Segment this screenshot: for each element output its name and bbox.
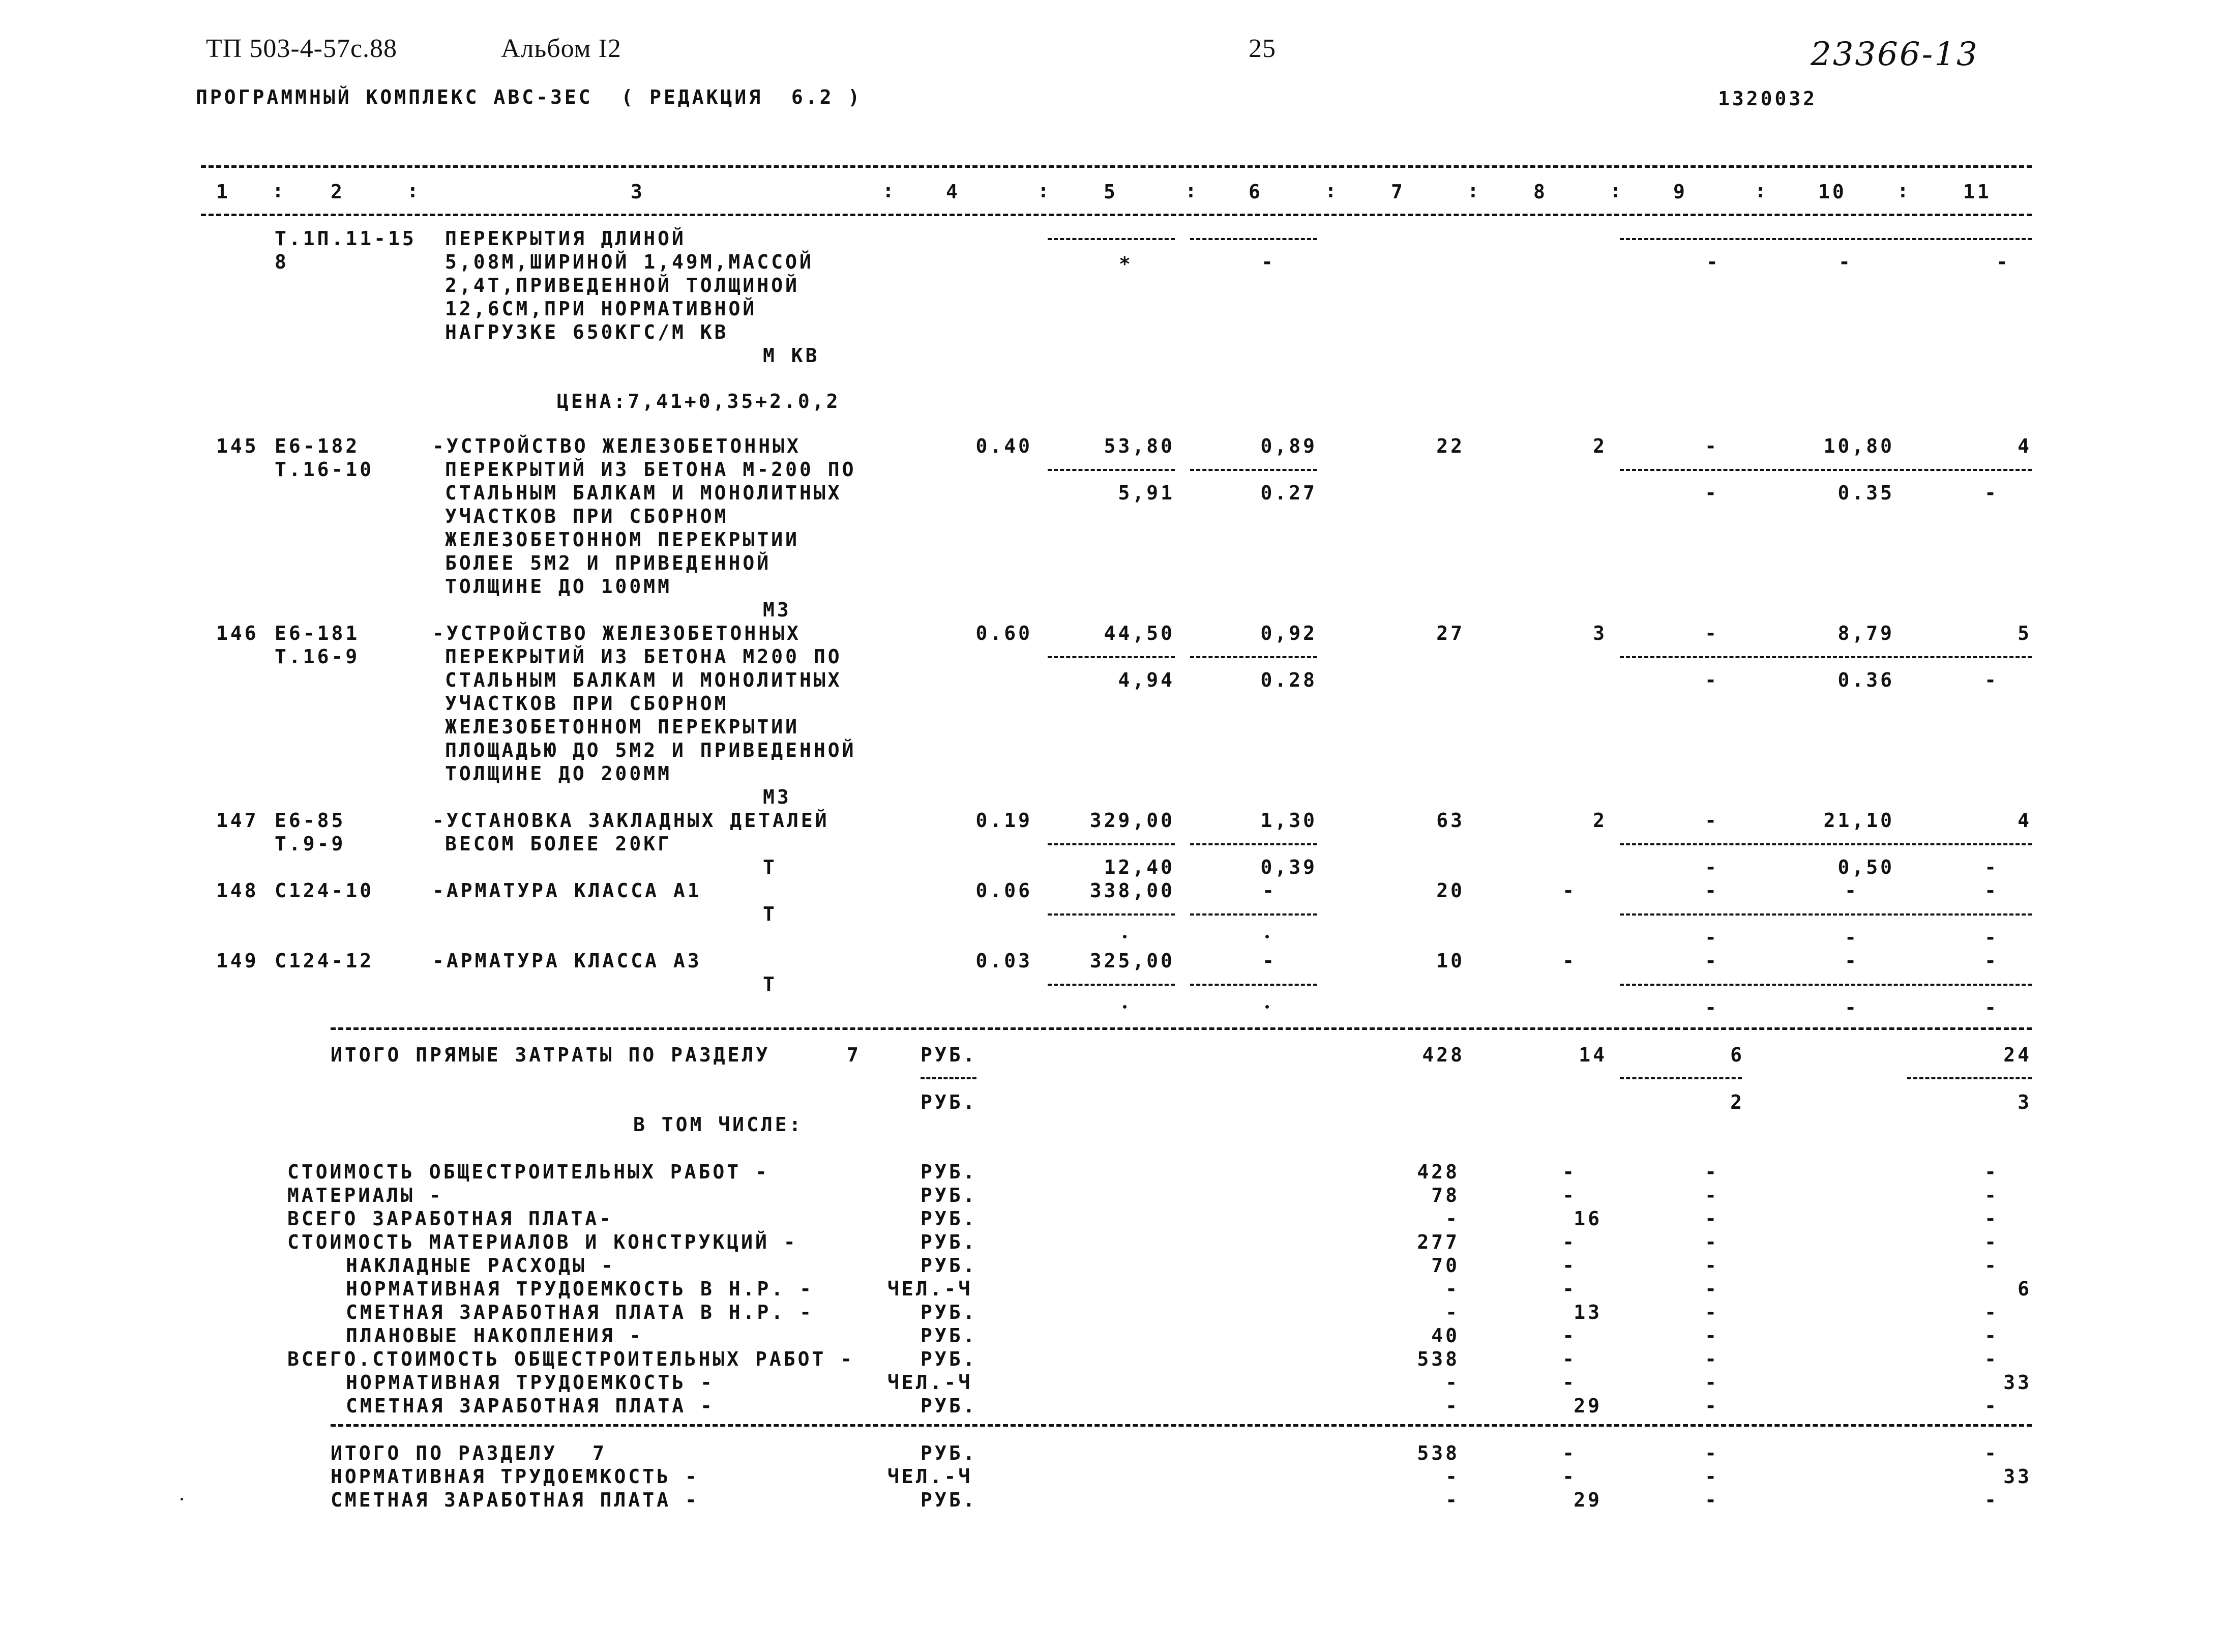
cell-value: - bbox=[1984, 1184, 1999, 1206]
cell-value: - bbox=[1705, 1207, 1719, 1230]
cell-value: - bbox=[1705, 1231, 1719, 1253]
item-unit: Т bbox=[763, 903, 777, 925]
cell-value: - bbox=[1984, 1161, 1999, 1183]
column-separator: : bbox=[1897, 180, 1911, 202]
cell-value: 5 bbox=[2018, 622, 2032, 644]
cell-value: - bbox=[1705, 879, 1719, 902]
cell-value: - bbox=[1705, 1278, 1719, 1300]
cell-value: - bbox=[1839, 251, 1853, 273]
column-header: 2 bbox=[331, 181, 345, 203]
item-description-line: ЖЕЛЕЗОБЕТОННОМ ПЕРЕКРЫТИИ bbox=[445, 716, 799, 738]
column-separator: : bbox=[1325, 180, 1339, 202]
cell-rule bbox=[1190, 843, 1317, 845]
cell-value: 338,00 bbox=[1089, 879, 1175, 902]
cell-value: - bbox=[1445, 1465, 1460, 1488]
cell-value: 13 bbox=[1574, 1301, 1602, 1323]
cell-value: 3 bbox=[2018, 1091, 2032, 1113]
document-code: ТП 503-4-57с.88 bbox=[206, 34, 398, 63]
cell-value: - bbox=[1445, 1301, 1460, 1323]
cell-value: - bbox=[1705, 1184, 1719, 1206]
cell-rule bbox=[1190, 913, 1317, 916]
item-description-line: НАГРУЗКЕ 650КГС/М КВ bbox=[445, 321, 729, 343]
cell-rule bbox=[1048, 656, 1175, 658]
item-code: Е6-181 bbox=[275, 622, 360, 644]
handwritten-number: 23366-13 bbox=[1811, 36, 1979, 73]
cell-value: 5,91 bbox=[1118, 482, 1175, 504]
total-unit: РУБ. bbox=[921, 1044, 977, 1066]
cell-value: - bbox=[1705, 856, 1719, 878]
cell-value: 53,80 bbox=[1104, 435, 1175, 457]
item-description-line: СТАЛЬНЫМ БАЛКАМ И МОНОЛИТНЫХ bbox=[445, 669, 842, 691]
column-separator: : bbox=[1467, 180, 1481, 202]
column-separator: : bbox=[1185, 180, 1199, 202]
item-description-line: ТОЛЩИНЕ ДО 100ММ bbox=[445, 575, 672, 598]
cell-value: - bbox=[1705, 1161, 1719, 1183]
cell-value: - bbox=[1984, 482, 1999, 504]
item-description-line: УЧАСТКОВ ПРИ СБОРНОМ bbox=[445, 692, 729, 715]
cell-value: - bbox=[1984, 1348, 1999, 1370]
cell-value: - bbox=[1705, 1489, 1719, 1511]
cell-rule bbox=[1620, 656, 2032, 658]
cell-value: 6 bbox=[2018, 1278, 2032, 1300]
cell-value: - bbox=[1705, 1395, 1719, 1417]
item-description-line: -УСТРОЙСТВО ЖЕЛЕЗОБЕТОННЫХ bbox=[432, 435, 801, 457]
cell-value: 325,00 bbox=[1089, 950, 1175, 972]
item-description-line: ПЛОЩАДЬЮ ДО 5М2 И ПРИВЕДЕННОЙ bbox=[445, 739, 856, 761]
item-unit: Т bbox=[763, 856, 777, 878]
cell-value: 277 bbox=[1417, 1231, 1460, 1253]
cell-value: - bbox=[1705, 926, 1719, 949]
cell-rule bbox=[1620, 238, 2032, 240]
cell-value: 78 bbox=[1431, 1184, 1460, 1206]
item-unit: М3 bbox=[763, 786, 791, 808]
cell-value: 33 bbox=[2003, 1371, 2032, 1394]
item-description-line: ВЕСОМ БОЛЕЕ 20КГ bbox=[445, 833, 672, 855]
column-separator: : bbox=[1038, 180, 1052, 202]
cell-value: * bbox=[1119, 253, 1133, 275]
item-description-line: ПЕРЕКРЫТИЙ ИЗ БЕТОНА М200 ПО bbox=[445, 645, 842, 668]
cell-value: - bbox=[1562, 1231, 1577, 1253]
cell-rule bbox=[1907, 1077, 2032, 1079]
cell-value: 538 bbox=[1417, 1442, 1460, 1464]
item-description-line: ЖЕЛЕЗОБЕТОННОМ ПЕРЕКРЫТИИ bbox=[445, 528, 799, 551]
column-separator: : bbox=[1610, 180, 1624, 202]
total-label: ИТОГО ПРЯМЫЕ ЗАТРАТЫ ПО РАЗДЕЛУ bbox=[331, 1044, 770, 1066]
cell-value: 10,80 bbox=[1823, 435, 1894, 457]
item-code: Т.16-10 bbox=[275, 458, 374, 481]
summary-unit: РУБ. bbox=[921, 1231, 977, 1253]
cell-value: - bbox=[1445, 1489, 1460, 1511]
cell-value: - bbox=[1445, 1395, 1460, 1417]
cell-value: - bbox=[1562, 1442, 1577, 1464]
cell-rule bbox=[1620, 913, 2032, 916]
column-separator: : bbox=[407, 180, 421, 202]
column-header: 9 bbox=[1673, 181, 1687, 203]
item-description-line: -УСТРОЙСТВО ЖЕЛЕЗОБЕТОННЫХ bbox=[432, 622, 801, 644]
cell-value: - bbox=[1562, 1278, 1577, 1300]
cell-value: - bbox=[1562, 879, 1577, 902]
cell-value: 0.36 bbox=[1837, 669, 1894, 691]
column-header: 5 bbox=[1104, 181, 1118, 203]
cell-value: - bbox=[1262, 950, 1277, 972]
stray-mark bbox=[181, 1498, 183, 1500]
cell-value: 6 bbox=[1730, 1044, 1744, 1066]
summary-unit: ЧЕЛ.-Ч bbox=[887, 1371, 973, 1394]
column-header: 6 bbox=[1249, 181, 1263, 203]
cell-dot bbox=[1123, 1005, 1127, 1009]
cell-value: 4 bbox=[2018, 809, 2032, 832]
item-code: Е6-182 bbox=[275, 435, 360, 457]
item-description-line: 2,4Т,ПРИВЕДЕННОЙ ТОЛЩИНОЙ bbox=[445, 274, 799, 297]
item-code: С124-10 bbox=[275, 879, 374, 902]
cell-value: - bbox=[1562, 1161, 1577, 1183]
summary-unit: ЧЕЛ.-Ч bbox=[887, 1278, 973, 1300]
cell-value: 0.40 bbox=[975, 435, 1032, 457]
cell-dot bbox=[1265, 1005, 1269, 1009]
album-label: Альбом I2 bbox=[501, 34, 621, 63]
summary-label: НАКЛАДНЫЕ РАСХОДЫ - bbox=[346, 1254, 615, 1277]
cell-value: - bbox=[1705, 1254, 1719, 1277]
cell-value: 0,92 bbox=[1260, 622, 1317, 644]
cell-value: - bbox=[1984, 856, 1999, 878]
item-description-line: БОЛЕЕ 5М2 И ПРИВЕДЕННОЙ bbox=[445, 552, 772, 574]
summary-unit: ЧЕЛ.-Ч bbox=[887, 1465, 973, 1488]
document-id: 1320032 bbox=[1718, 87, 1818, 110]
cell-value: - bbox=[1705, 809, 1719, 832]
cell-value: - bbox=[1984, 1395, 1999, 1417]
cell-value: - bbox=[1562, 1184, 1577, 1206]
summary-label: НОРМАТИВНАЯ ТРУДОЕМКОСТЬ - bbox=[331, 1465, 699, 1488]
summary-unit: РУБ. bbox=[921, 1161, 977, 1183]
column-header: 4 bbox=[946, 181, 960, 203]
item-description-line: ПЕРЕКРЫТИЯ ДЛИНОЙ bbox=[445, 227, 686, 250]
cell-value: 0.03 bbox=[975, 950, 1032, 972]
item-unit: М3 bbox=[763, 599, 791, 621]
cell-value: 16 bbox=[1574, 1207, 1602, 1230]
cell-value: 0,39 bbox=[1260, 856, 1317, 878]
cell-value: - bbox=[1705, 435, 1719, 457]
item-description-line: -АРМАТУРА КЛАССА А3 bbox=[432, 950, 702, 972]
item-number: 147 bbox=[216, 809, 259, 832]
cell-rule bbox=[921, 1077, 976, 1079]
cell-value: 21,10 bbox=[1823, 809, 1894, 832]
cell-rule bbox=[1048, 913, 1175, 916]
cell-value: - bbox=[1984, 879, 1999, 902]
item-number: 149 bbox=[216, 950, 259, 972]
cell-value: 70 bbox=[1431, 1254, 1460, 1277]
cell-rule bbox=[1048, 238, 1175, 240]
cell-value: 0.60 bbox=[975, 622, 1032, 644]
cell-value: - bbox=[1845, 996, 1859, 1019]
cell-value: 10 bbox=[1436, 950, 1465, 972]
cell-value: - bbox=[1705, 622, 1719, 644]
cell-value: 20 bbox=[1436, 879, 1465, 902]
price-formula: ЦЕНА:7,41+0,35+2.0,2 bbox=[557, 390, 841, 412]
summary-unit: РУБ. bbox=[921, 1489, 977, 1511]
cell-rule bbox=[1620, 469, 2032, 471]
cell-value: 0.35 bbox=[1837, 482, 1894, 504]
summary-unit: РУБ. bbox=[921, 1184, 977, 1206]
cell-value: - bbox=[1984, 926, 1999, 949]
item-description-line: УЧАСТКОВ ПРИ СБОРНОМ bbox=[445, 505, 729, 527]
item-number: 145 bbox=[216, 435, 259, 457]
top-rule bbox=[201, 165, 2032, 168]
column-separator: : bbox=[272, 180, 286, 202]
cell-value: 2 bbox=[1593, 809, 1607, 832]
cell-value: - bbox=[1562, 950, 1577, 972]
item-code: Т.1П.11-15 bbox=[275, 227, 417, 250]
cell-value: - bbox=[1705, 482, 1719, 504]
cell-value: 2 bbox=[1730, 1091, 1744, 1113]
summary-unit: РУБ. bbox=[921, 1254, 977, 1277]
summary-label: ВСЕГО.СТОИМОСТЬ ОБЩЕСТРОИТЕЛЬНЫХ РАБОТ - bbox=[287, 1348, 855, 1370]
cell-rule bbox=[1048, 984, 1175, 986]
cell-value: - bbox=[1705, 950, 1719, 972]
cell-value: - bbox=[1996, 251, 2010, 273]
cell-value: - bbox=[1705, 669, 1719, 691]
section-total-rule bbox=[331, 1424, 2032, 1427]
cell-value: - bbox=[1562, 1324, 1577, 1347]
cell-value: - bbox=[1562, 1371, 1577, 1394]
item-description-line: ТОЛЩИНЕ ДО 200ММ bbox=[445, 762, 672, 785]
cell-value: - bbox=[1984, 1207, 1999, 1230]
cell-rule bbox=[1048, 469, 1175, 471]
cell-rule bbox=[1190, 656, 1317, 658]
cell-value: 1,30 bbox=[1260, 809, 1317, 832]
cell-value: - bbox=[1261, 251, 1276, 273]
cell-value: 29 bbox=[1574, 1395, 1602, 1417]
cell-value: - bbox=[1984, 1254, 1999, 1277]
summary-unit: РУБ. bbox=[921, 1395, 977, 1417]
summary-label: МАТЕРИАЛЫ - bbox=[287, 1184, 443, 1206]
cell-dot bbox=[1265, 935, 1269, 938]
item-description-line: 12,6СМ,ПРИ НОРМАТИВНОЙ bbox=[445, 298, 757, 320]
cell-value: 40 bbox=[1431, 1324, 1460, 1347]
column-header: 8 bbox=[1533, 181, 1548, 203]
cell-value: 3 bbox=[1593, 622, 1607, 644]
cell-rule bbox=[1620, 1077, 1742, 1079]
cell-value: - bbox=[1562, 1254, 1577, 1277]
item-description-line: 5,08М,ШИРИНОЙ 1,49М,МАССОЙ bbox=[445, 251, 814, 273]
cell-value: - bbox=[1984, 1324, 1999, 1347]
cell-value: 22 bbox=[1436, 435, 1465, 457]
column-header: 10 bbox=[1818, 181, 1847, 203]
summary-label: НОРМАТИВНАЯ ТРУДОЕМКОСТЬ - bbox=[346, 1371, 715, 1394]
cell-value: - bbox=[1705, 996, 1719, 1019]
cell-rule bbox=[1048, 843, 1175, 845]
cell-rule bbox=[1190, 984, 1317, 986]
total-unit: РУБ. bbox=[921, 1091, 977, 1113]
cell-value: 0,89 bbox=[1260, 435, 1317, 457]
summary-label: ВСЕГО ЗАРАБОТНАЯ ПЛАТА- bbox=[287, 1207, 614, 1230]
column-separator: : bbox=[1755, 180, 1769, 202]
column-header: 7 bbox=[1391, 181, 1405, 203]
cell-value: 63 bbox=[1436, 809, 1465, 832]
column-header: 3 bbox=[631, 181, 645, 203]
header-rule bbox=[201, 214, 2032, 216]
summary-unit: РУБ. bbox=[921, 1324, 977, 1347]
cell-value: 4,94 bbox=[1118, 669, 1175, 691]
column-header: 1 bbox=[216, 181, 230, 203]
section-number: 7 bbox=[847, 1044, 861, 1066]
summary-unit: РУБ. bbox=[921, 1301, 977, 1323]
cell-value: - bbox=[1262, 879, 1277, 902]
cell-value: - bbox=[1562, 1465, 1577, 1488]
cell-value: 24 bbox=[2003, 1044, 2032, 1066]
item-code: 8 bbox=[275, 251, 289, 273]
cell-value: - bbox=[1984, 1442, 1999, 1464]
summary-label: СМЕТНАЯ ЗАРАБОТНАЯ ПЛАТА В Н.Р. - bbox=[346, 1301, 814, 1323]
cell-rule bbox=[1190, 238, 1317, 240]
cell-value: - bbox=[1562, 1348, 1577, 1370]
section-total-label: ИТОГО ПО РАЗДЕЛУ bbox=[331, 1442, 558, 1464]
cell-value: - bbox=[1984, 1489, 1999, 1511]
cell-value: 0.28 bbox=[1260, 669, 1317, 691]
summary-unit: РУБ. bbox=[921, 1442, 977, 1464]
section-number: 7 bbox=[592, 1442, 607, 1464]
cell-value: - bbox=[1845, 926, 1859, 949]
cell-value: - bbox=[1984, 1231, 1999, 1253]
cell-value: 44,50 bbox=[1104, 622, 1175, 644]
cell-rule bbox=[1620, 843, 2032, 845]
cell-value: 4 bbox=[2018, 435, 2032, 457]
program-line: ПРОГРАММНЫЙ КОМПЛЕКС АВС-3ЕС ( РЕДАКЦИЯ 6.2 ) bbox=[196, 86, 863, 108]
item-unit: Т bbox=[763, 973, 777, 995]
item-code: Т.9-9 bbox=[275, 833, 346, 855]
cell-value: 27 bbox=[1436, 622, 1465, 644]
item-code: Т.16-9 bbox=[275, 645, 360, 668]
totals-rule bbox=[331, 1027, 2032, 1030]
cell-value: 0.06 bbox=[975, 879, 1032, 902]
column-separator: : bbox=[882, 180, 897, 202]
summary-label: СМЕТНАЯ ЗАРАБОТНАЯ ПЛАТА - bbox=[346, 1395, 715, 1417]
cell-value: 329,00 bbox=[1089, 809, 1175, 832]
cell-value: 8,79 bbox=[1837, 622, 1894, 644]
summary-label: СТОИМОСТЬ МАТЕРИАЛОВ И КОНСТРУКЦИЙ - bbox=[287, 1231, 798, 1253]
cell-value: - bbox=[1705, 1324, 1719, 1347]
item-description-line: СТАЛЬНЫМ БАЛКАМ И МОНОЛИТНЫХ bbox=[445, 482, 842, 504]
cell-value: 428 bbox=[1417, 1161, 1460, 1183]
summary-unit: РУБ. bbox=[921, 1207, 977, 1230]
cell-value: 33 bbox=[2003, 1465, 2032, 1488]
item-code: Е6-85 bbox=[275, 809, 346, 832]
cell-value: - bbox=[1845, 879, 1859, 902]
item-description-line: ПЕРЕКРЫТИЙ ИЗ БЕТОНА М-200 ПО bbox=[445, 458, 856, 481]
cell-value: 0.19 bbox=[975, 809, 1032, 832]
cell-dot bbox=[1123, 935, 1127, 938]
cell-value: 2 bbox=[1593, 435, 1607, 457]
cell-value: - bbox=[1705, 1371, 1719, 1394]
cell-value: - bbox=[1705, 1465, 1719, 1488]
column-header: 11 bbox=[1963, 181, 1992, 203]
cell-value: - bbox=[1984, 996, 1999, 1019]
page-number: 25 bbox=[1249, 34, 1276, 63]
cell-rule bbox=[1190, 469, 1317, 471]
cell-value: - bbox=[1705, 1301, 1719, 1323]
cell-value: - bbox=[1706, 251, 1721, 273]
cell-value: - bbox=[1705, 1442, 1719, 1464]
cell-value: 0.27 bbox=[1260, 482, 1317, 504]
item-number: 146 bbox=[216, 622, 259, 644]
item-description-line: -АРМАТУРА КЛАССА А1 bbox=[432, 879, 702, 902]
cell-value: - bbox=[1984, 1301, 1999, 1323]
cell-rule bbox=[1620, 984, 2032, 986]
cell-value: - bbox=[1845, 950, 1859, 972]
cell-value: - bbox=[1445, 1278, 1460, 1300]
summary-label: ПЛАНОВЫЕ НАКОПЛЕНИЯ - bbox=[346, 1324, 644, 1347]
summary-label: СМЕТНАЯ ЗАРАБОТНАЯ ПЛАТА - bbox=[331, 1489, 699, 1511]
including-label: В ТОМ ЧИСЛЕ: bbox=[633, 1113, 804, 1136]
cell-value: - bbox=[1705, 1348, 1719, 1370]
item-code: С124-12 bbox=[275, 950, 374, 972]
cell-value: - bbox=[1445, 1371, 1460, 1394]
cell-value: 0,50 bbox=[1837, 856, 1894, 878]
cell-value: 29 bbox=[1574, 1489, 1602, 1511]
item-unit: М КВ bbox=[763, 344, 820, 367]
cell-value: - bbox=[1984, 950, 1999, 972]
item-number: 148 bbox=[216, 879, 259, 902]
cell-value: 428 bbox=[1422, 1044, 1465, 1066]
summary-label: НОРМАТИВНАЯ ТРУДОЕМКОСТЬ В Н.Р. - bbox=[346, 1278, 814, 1300]
cell-value: 12,40 bbox=[1104, 856, 1175, 878]
summary-unit: РУБ. bbox=[921, 1348, 977, 1370]
cell-value: 538 bbox=[1417, 1348, 1460, 1370]
summary-label: СТОИМОСТЬ ОБЩЕСТРОИТЕЛЬНЫХ РАБОТ - bbox=[287, 1161, 769, 1183]
cell-value: 14 bbox=[1579, 1044, 1607, 1066]
cell-value: - bbox=[1984, 669, 1999, 691]
cell-value: - bbox=[1445, 1207, 1460, 1230]
item-description-line: -УСТАНОВКА ЗАКЛАДНЫХ ДЕТАЛЕЙ bbox=[432, 809, 829, 832]
